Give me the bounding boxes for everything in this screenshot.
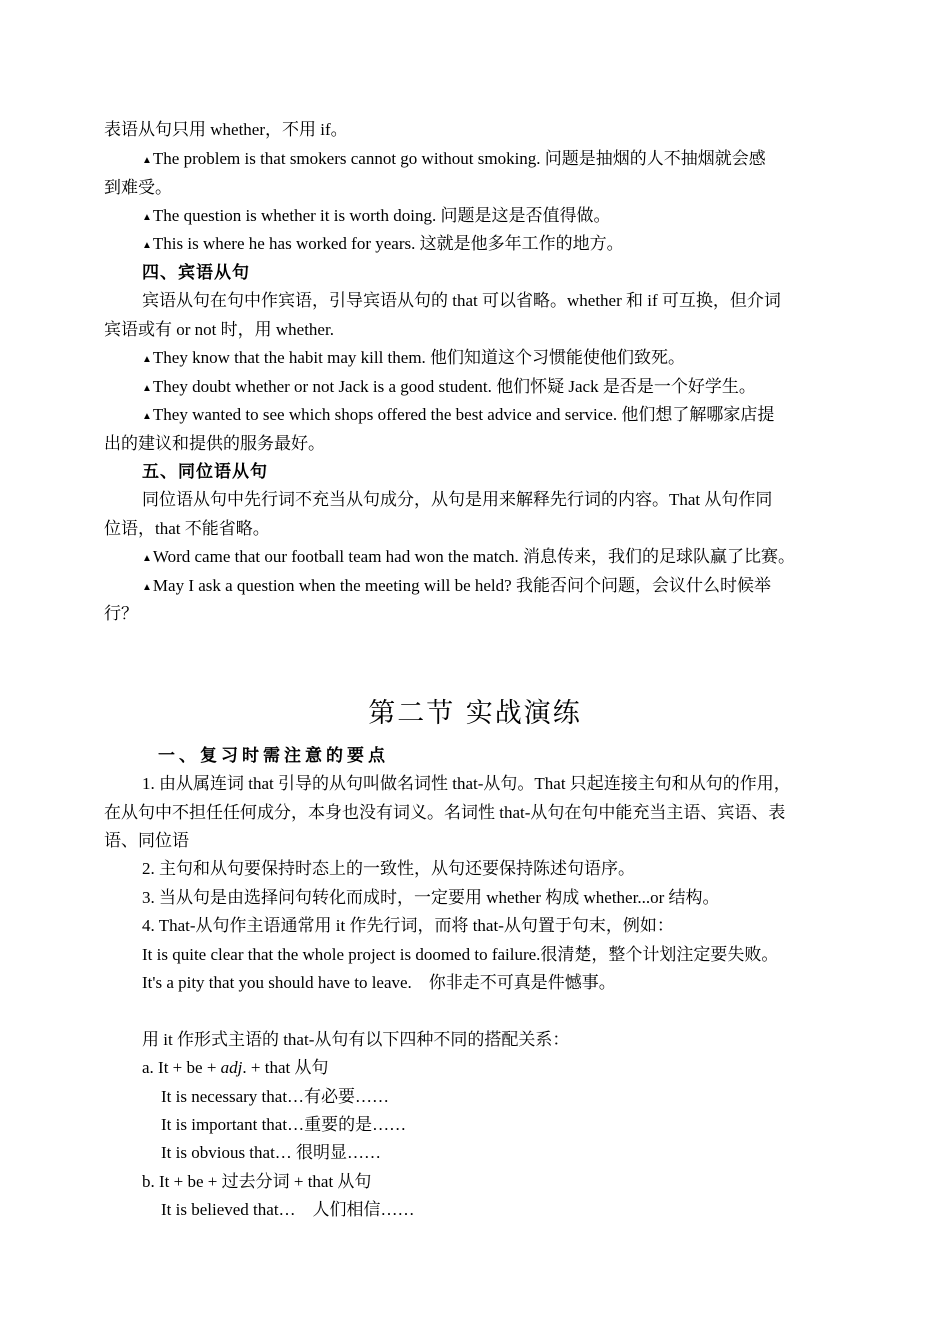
triangle-bullet-icon: ▲ — [142, 553, 152, 564]
paragraph-object-clause-continued: 宾语或有 or not 时，用 whether. — [104, 320, 334, 339]
example-text: Word came that our football team had won the match. 消息传来，我们的足球队赢了比赛。 — [152, 547, 796, 566]
point-4-example: It is quite clear that the whole project is doomed to failure.很清楚，整个计划注定要失败。 — [142, 945, 779, 964]
example-sentence — [142, 347, 685, 371]
point-1: 1. 由从属连词 that 引导的从句叫做名词性 that-从句。That 只起连接主句和从句的作用， — [142, 774, 791, 793]
heading-appositive-clause: 五、同位语从句 — [142, 462, 268, 481]
pattern-a-prefix: a. It + be + — [142, 1058, 221, 1077]
pattern-a-example: It is obvious that… 很明显…… — [161, 1143, 382, 1162]
predicative-clause-note: 表语从句只用 whether，不用 if。 — [104, 120, 348, 139]
paragraph-appositive-clause-continued: 位语，that 不能省略。 — [104, 519, 270, 538]
point-2: 2. 主句和从句要保持时态上的一致性，从句还要保持陈述句语序。 — [142, 859, 635, 878]
paragraph-appositive-clause: 同位语从句中先行词不充当从句成分，从句是用来解释先行词的内容。That 从句作同 — [142, 490, 773, 509]
example-text: They know that the habit may kill them. 他们知道这个习惯能使他们致死。 — [152, 348, 686, 367]
example-text: This is where he has worked for years. 这就是他多年工作的地方。 — [152, 234, 624, 253]
triangle-bullet-icon: ▲ — [142, 383, 152, 394]
example-sentence — [142, 233, 624, 257]
pattern-a-label — [142, 1057, 328, 1079]
triangle-bullet-icon: ▲ — [142, 155, 152, 166]
pattern-b-label: b. It + be + 过去分词 + that 从句 — [142, 1172, 372, 1191]
heading-review-points: 一、复习时需注意的要点 — [158, 746, 389, 765]
example-sentence — [142, 575, 771, 599]
example-text: The question is whether it is worth doing. 问题是这是否值得做。 — [152, 206, 611, 225]
point-3: 3. 当从句是由选择问句转化而成时，一定要用 whether 构成 whether...or 结构。 — [142, 888, 720, 907]
example-text: May I ask a question when the meeting will be held? 我能否问个问题，会议什么时候举 — [152, 576, 771, 595]
pattern-intro: 用 it 作形式主语的 that-从句有以下四种不同的搭配关系： — [142, 1030, 570, 1049]
example-sentence — [142, 376, 756, 400]
triangle-bullet-icon: ▲ — [142, 582, 152, 593]
paragraph-object-clause: 宾语从句在句中作宾语，引导宾语从句的 that 可以省略。whether 和 if 可互换，但介词 — [142, 291, 781, 310]
pattern-b-example: It is believed that… 人们相信…… — [161, 1200, 415, 1219]
point-1-continued: 语、同位语 — [104, 831, 189, 850]
pattern-a-suffix: . + that 从句 — [242, 1058, 329, 1077]
triangle-bullet-icon: ▲ — [142, 354, 152, 365]
example-sentence — [142, 205, 610, 229]
example-text-continued: 行？ — [104, 604, 138, 623]
example-text-continued: 出的建议和提供的服务最好。 — [104, 434, 325, 453]
pattern-a-example: It is important that…重要的是…… — [161, 1115, 407, 1134]
triangle-bullet-icon: ▲ — [142, 212, 152, 223]
example-text: They wanted to see which shops offered the best advice and service. 他们想了解哪家店提 — [152, 405, 775, 424]
heading-object-clause: 四、宾语从句 — [142, 263, 250, 282]
example-text: They doubt whether or not Jack is a good student. 他们怀疑 Jack 是否是一个好学生。 — [152, 377, 756, 396]
point-4: 4. That-从句作主语通常用 it 作先行词，而将 that-从句置于句末，例如： — [142, 916, 674, 935]
example-sentence — [142, 148, 766, 172]
triangle-bullet-icon: ▲ — [142, 411, 152, 422]
point-4-example: It's a pity that you should have to leave. 你非走不可真是件憾事。 — [142, 973, 616, 992]
point-1-continued: 在从句中不担任任何成分，本身也没有词义。名词性 that-从句在句中能充当主语、宾语、表 — [104, 803, 786, 822]
example-sentence — [142, 546, 795, 570]
example-text-continued: 到难受。 — [104, 178, 172, 197]
example-text: The problem is that smokers cannot go without smoking. 问题是抽烟的人不抽烟就会感 — [152, 149, 766, 168]
pattern-a-adj: adj — [220, 1058, 243, 1077]
triangle-bullet-icon: ▲ — [142, 240, 152, 251]
section-title: 第二节 实战演练 — [368, 698, 582, 729]
example-sentence — [142, 404, 774, 428]
pattern-a-example: It is necessary that…有必要…… — [161, 1087, 390, 1106]
